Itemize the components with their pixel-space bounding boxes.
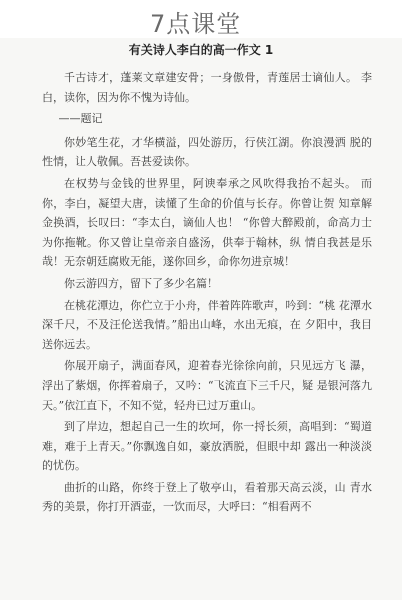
paragraph-peach-blossom-pool: 在桃花潭边，你伫立于小舟，伴着阵阵歌声，吟到：“桃 花潭水深千尺，不及汪伦送我情。”船出山峰，水出无痕，在 夕阳中，我目送你远去。 bbox=[42, 298, 372, 351]
paragraph-power-and-money: 在权势与金钱的世界里，阿谀奉承之风吹得我抬不起头。 而你，李白，凝望大唐，读懂了生命的价值与长存。你曾让贺 知章解金换酒，长叹曰：“李太白，谪仙人也！ “你曾大醉殿前，命高力士为你拖靴。你又曾让皇帝亲自盛汤，供奉于翰林，纵 情自我甚是乐哉！无奈朝廷腐败无能，遂你回乡，命你勿进京城！ bbox=[42, 176, 372, 269]
paragraph-travels: 你云游四方，留下了多少名篇！ bbox=[64, 276, 218, 290]
watermark-text: 7点课堂 bbox=[150, 10, 242, 38]
paragraph-shu-road: 到了岸边，想起自己一生的坎坷，你一捋长须，高唱到：“蜀道难，难于上青天。”你飘逸自如，豪放洒脱，但眼中却 露出一种淡淡的忧伤。 bbox=[42, 420, 372, 473]
watermark-band bbox=[0, 0, 402, 38]
document-body bbox=[42, 68, 372, 519]
paragraph-talent: 你妙笔生花，才华横溢，四处游历，行侠江湖。你浪漫洒 脱的性情，让人敬佩。吾甚爱读你。 bbox=[42, 135, 372, 169]
paragraph-waterfall: 你展开扇子，满面春风，迎着春光徐徐向前，只见远方飞 瀑，浮出了紫烟，你挥着扇子，又吟：“飞流直下三千尺，疑 是银河落九天。”依江直下，不知不觉，轻舟已过万重山。 bbox=[42, 359, 372, 412]
paragraph-intro: 千古诗才，蓬莱文章建安骨；一身傲骨，青莲居士谪仙人。 李白，读你，因为你不愧为诗仙。 bbox=[42, 71, 372, 104]
paragraph-epigraph-note: ——题记 bbox=[58, 112, 103, 126]
paragraph-jingting-mountain: 曲折的山路，你终于登上了敬亭山，看着那天高云淡，山 青水秀的美景，你打开酒壶，一饮而尽，大呼曰：“相看两不 bbox=[42, 480, 372, 514]
document-title: 有关诗人李白的高一作文 1 bbox=[128, 43, 274, 57]
document-page bbox=[0, 38, 402, 600]
